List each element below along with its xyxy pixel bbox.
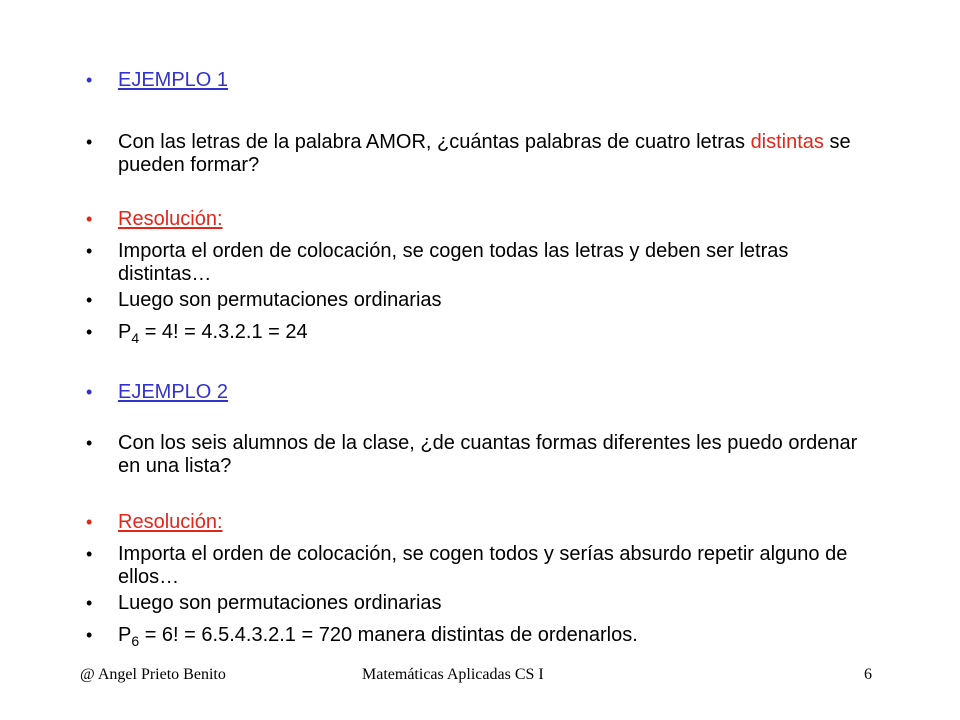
formula-rest: = 6! = 6.5.4.3.2.1 = 720 manera distintas de ordenarlos.	[139, 624, 638, 646]
example2-resolution-label: Resolución:	[118, 511, 223, 533]
bullet-icon: •	[86, 70, 93, 90]
example1-formula	[118, 321, 866, 345]
question-text: Con las letras de la palabra AMOR, ¿cuántas palabras de cuatro letras	[118, 131, 751, 153]
example1-line2: Luego son permutaciones ordinarias	[118, 289, 442, 311]
bullet-icon: •	[86, 132, 93, 152]
footer-page-number: 6	[864, 666, 872, 683]
example2-heading: EJEMPLO 2	[118, 381, 229, 403]
bullet-icon: •	[86, 241, 93, 261]
bullet-icon: •	[86, 290, 93, 310]
example2-formula	[118, 624, 866, 648]
formula-symbol: P	[118, 321, 132, 343]
footer-course: Matemáticas Aplicadas CS I	[362, 666, 544, 683]
example1-heading: EJEMPLO 1	[118, 69, 229, 91]
question-text-end: se pueden formar?	[118, 131, 851, 176]
example1-resolution-label: Resolución:	[118, 208, 223, 230]
bullet-icon: •	[86, 382, 93, 402]
formula-rest: = 4! = 4.3.2.1 = 24	[139, 321, 308, 343]
bullet-icon: •	[86, 433, 93, 453]
bullet-icon: •	[86, 512, 93, 532]
bullet-icon: •	[86, 322, 93, 342]
example1-line1: Importa el orden de colocación, se cogen todas las letras y deben ser letras distintas…	[118, 240, 789, 285]
footer-author: @ Angel Prieto Benito	[80, 666, 226, 683]
example2-question: Con los seis alumnos de la clase, ¿de cuantas formas diferentes les puedo ordenar en una lista?	[118, 432, 858, 477]
example2-line1: Importa el orden de colocación, se cogen todos y serías absurdo repetir alguno de ellos…	[118, 543, 848, 588]
question-highlight: distintas	[750, 131, 824, 153]
formula-symbol: P	[118, 624, 132, 646]
bullet-icon: •	[86, 593, 93, 613]
bullet-icon: •	[86, 625, 93, 645]
formula-subscript: 6	[131, 633, 140, 649]
example1-question	[118, 131, 866, 177]
bullet-icon: •	[86, 209, 93, 229]
example2-line2: Luego son permutaciones ordinarias	[118, 592, 442, 614]
formula-subscript: 4	[131, 330, 140, 346]
bullet-icon: •	[86, 544, 93, 564]
